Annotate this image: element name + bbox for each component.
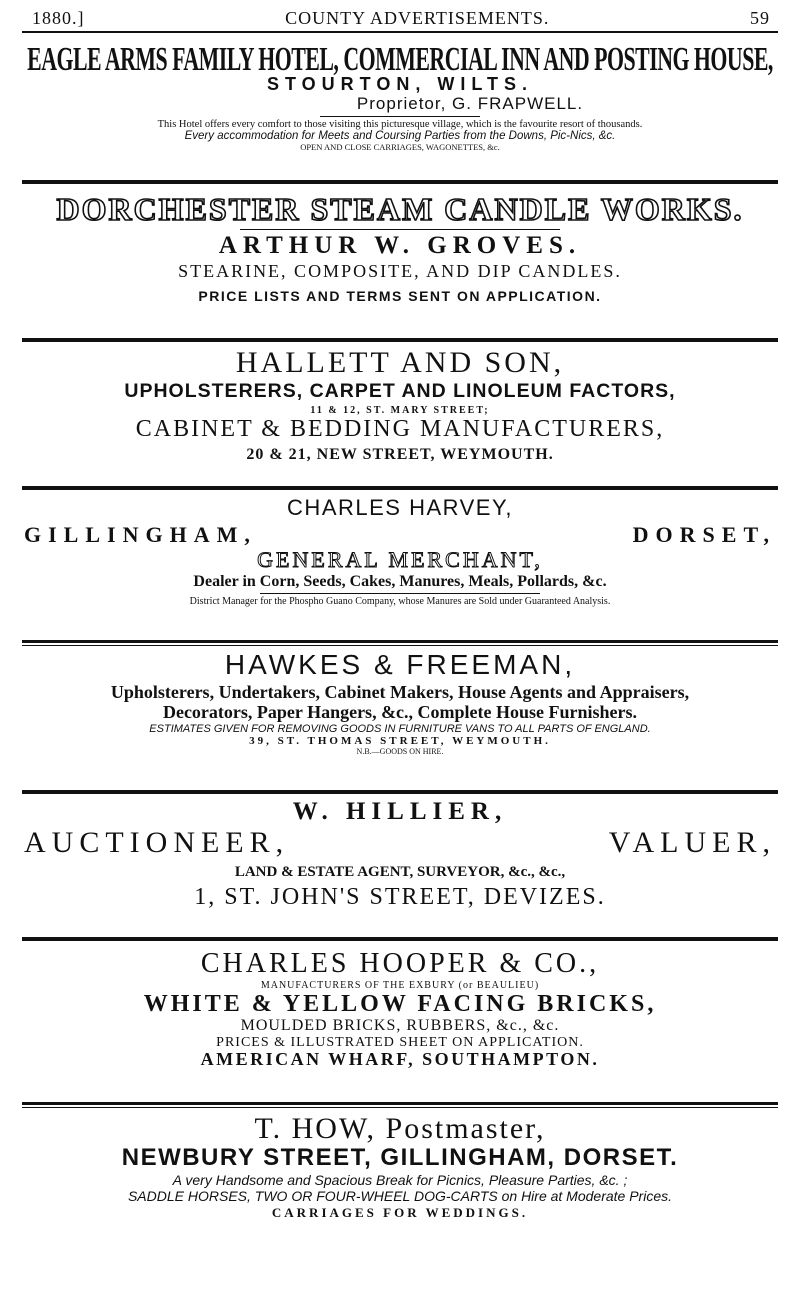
how-desc3: CARRIAGES FOR WEDDINGS. [271, 1205, 529, 1221]
divider-2 [22, 338, 778, 342]
divider-4 [22, 640, 778, 646]
hillier-address: 1, ST. JOHN'S STREET, DEVIZES. [194, 884, 606, 910]
hallett-address2: 20 & 21, NEW STREET, WEYMOUTH. [246, 445, 554, 463]
eagle-place: STOURTON, WILTS. [267, 74, 533, 95]
hawkes-address: 39, ST. THOMAS STREET, WEYMOUTH. [249, 735, 551, 748]
eagle-name: EAGLE ARMS FAMILY HOTEL, COMMERCIAL INN AND POSTING HOUSE, [27, 40, 773, 78]
hallett-name: HALLETT AND SON, [235, 346, 565, 379]
page-header [22, 6, 778, 29]
how-desc1: A very Handsome and Spacious Break for Picnics, Pleasure Parties, &c. ; [172, 1172, 628, 1189]
how-name: T. HOW, Postmaster, [254, 1112, 546, 1145]
eagle-desc3: OPEN AND CLOSE CARRIAGES, WAGONETTES, &c. [300, 141, 500, 152]
hillier-name: W. HILLIER, [292, 798, 508, 825]
ad-hawkes [22, 650, 778, 787]
harvey-divider [260, 593, 540, 594]
eagle-desc2: Every accommodation for Meets and Coursing Parties from the Downs, Pic-Nics, &c. [184, 130, 616, 143]
header-year: 1880.] [32, 8, 85, 28]
divider-5 [22, 790, 778, 794]
eagle-proprietor: Proprietor, G. FRAPWELL. [356, 93, 584, 113]
ad-hallett [22, 346, 778, 483]
eagle-divider [320, 116, 480, 117]
ad-hillier [22, 798, 778, 934]
hillier-role-left: AUCTIONEER, [24, 825, 290, 859]
dorchester-owner: ARTHUR W. GROVES. [218, 232, 582, 260]
hawkes-note: N.B.—GOODS ON HIRE. [356, 746, 444, 756]
harvey-place-right: DORSET, [632, 522, 776, 548]
hooper-prices: PRICES & ILLUSTRATED SHEET ON APPLICATION. [216, 1034, 584, 1050]
header-title: COUNTY ADVERTISEMENTS. [285, 8, 550, 28]
ad-how [22, 1112, 778, 1262]
harvey-name: CHARLES HARVEY, [287, 495, 513, 520]
dorchester-divider [240, 229, 560, 230]
hillier-role [22, 826, 778, 860]
hawkes-trade1: Upholsterers, Undertakers, Cabinet Makers, House Agents and Appraisers, [110, 681, 690, 702]
ad-harvey [22, 496, 778, 637]
harvey-dealer: Dealer in Corn, Seeds, Cakes, Manures, Meals, Pollards, &c. [193, 573, 607, 591]
divider-3 [22, 486, 778, 490]
hawkes-estimates: ESTIMATES GIVEN FOR REMOVING GOODS IN FURNITURE VANS TO ALL PARTS OF ENGLAND. [149, 723, 651, 736]
dorchester-terms: PRICE LISTS AND TERMS SENT ON APPLICATION. [198, 288, 602, 305]
harvey-place-left: GILLINGHAM, [24, 522, 257, 548]
hooper-address: AMERICAN WHARF, SOUTHAMPTON. [200, 1049, 600, 1070]
hallett-trade: UPHOLSTERERS, CARPET AND LINOLEUM FACTORS, [124, 380, 676, 402]
hallett-trade2: CABINET & BEDDING MANUFACTURERS, [135, 416, 665, 443]
how-desc2: SADDLE HORSES, TWO OR FOUR-WHEEL DOG-CARTS on Hire at Moderate Prices. [127, 1187, 673, 1204]
ad-hooper [22, 949, 778, 1099]
hawkes-name: HAWKES & FREEMAN, [224, 649, 576, 680]
divider-1 [22, 180, 778, 184]
divider-6 [22, 937, 778, 941]
harvey-note: District Manager for the Phospho Guano Company, whose Manures are Sold under Guaranteed Analysis. [189, 595, 611, 607]
header-page-number: 59 [749, 8, 770, 28]
hawkes-trade2: Decorators, Paper Hangers, &c., Complete House Furnishers. [162, 701, 638, 722]
dorchester-products: STEARINE, COMPOSITE, AND DIP CANDLES. [178, 260, 622, 281]
header-rule [22, 31, 778, 33]
hooper-name: CHARLES HOOPER & CO., [200, 948, 600, 979]
dorchester-name: DORCHESTER STEAM CANDLE WORKS. [56, 191, 744, 227]
hooper-product: WHITE & YELLOW FACING BRICKS, [143, 990, 657, 1017]
hooper-product2: MOULDED BRICKS, RUBBERS, &c., &c. [240, 1017, 560, 1035]
hooper-makers: MANUFACTURERS OF THE EXBURY (or BEAULIEU) [260, 979, 540, 991]
hillier-role2: LAND & ESTATE AGENT, SURVEYOR, &c., &c., [234, 863, 566, 880]
ad-eagle-arms [22, 40, 778, 177]
hillier-role-right: VALUER, [608, 825, 776, 859]
hallett-address1: 11 & 12, ST. MARY STREET; [310, 405, 490, 417]
how-address: NEWBURY STREET, GILLINGHAM, DORSET. [121, 1144, 679, 1171]
divider-7 [22, 1102, 778, 1108]
harvey-place [22, 522, 778, 548]
ad-dorchester [22, 192, 778, 335]
harvey-trade: GENERAL MERCHANT, [257, 547, 543, 573]
eagle-desc1: This Hotel offers every comfort to those visiting this picturesque village, which is the favourite resort of thousands. [157, 118, 643, 130]
